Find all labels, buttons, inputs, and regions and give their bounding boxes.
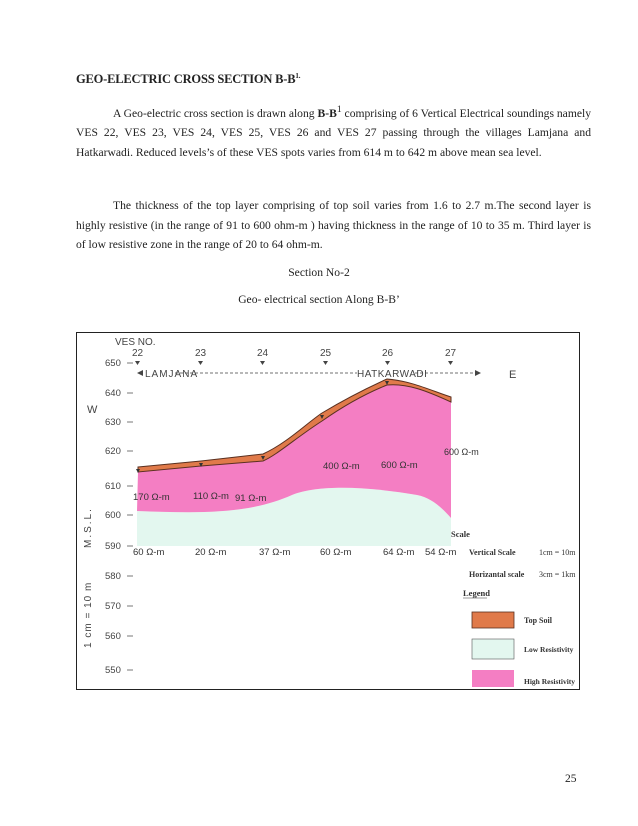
page-number: 25 <box>565 773 577 785</box>
ves-number-label: VES NO. <box>115 337 156 348</box>
west-label: W <box>87 404 98 416</box>
vertical-scale-value: 1cm = 10m <box>539 548 576 557</box>
geo-electric-section-figure <box>76 332 580 690</box>
low-res-value: 20 Ω-m <box>195 547 227 558</box>
y-tick: 570 <box>105 601 121 612</box>
high-res-value: 110 Ω-m <box>193 491 229 502</box>
legend-swatch-high-resistivity <box>472 670 514 687</box>
y-tick: 630 <box>105 417 121 428</box>
msl-axis-label: M.S.L. <box>83 507 94 548</box>
paragraph-2: The thickness of the top layer comprising of top soil varies from 1.6 to 2.7 m.The second layer is highly resistive (in the range of 91 to 600 ohm-m ) having thickness in the range of 10 to 35 m. Third layer is of low resistive zone in the range of 20 to 64 ohm-m. <box>76 199 591 251</box>
high-res-value: 600 Ω-m <box>444 447 479 457</box>
village-lamjana: LAMJANA <box>145 369 199 380</box>
legend-label-high-resistivity: High Resistivity <box>524 677 576 686</box>
ves-number: 26 <box>382 348 394 359</box>
high-res-value: 170 Ω-m <box>133 492 170 503</box>
horizontal-scale-label: Horizantal scale <box>469 570 525 579</box>
y-tick: 580 <box>105 571 121 582</box>
section-number-caption: Section No-2 <box>288 266 350 279</box>
y-tick: 640 <box>105 388 121 399</box>
scale-title: Scale <box>451 529 470 539</box>
vertical-scale-label: Vertical Scale <box>469 548 516 557</box>
horizontal-scale-value: 3cm = 1km <box>539 570 576 579</box>
y-tick: 560 <box>105 631 121 642</box>
low-res-value: 54 Ω-m <box>425 547 457 558</box>
high-res-value: 600 Ω-m <box>381 460 418 471</box>
ves-number: 27 <box>445 348 457 359</box>
high-res-value: 400 Ω-m <box>323 461 360 472</box>
y-tick: 600 <box>105 510 121 521</box>
low-res-value: 60 Ω-m <box>320 547 352 558</box>
section-title-caption: Geo- electrical section Along B-B’ <box>238 293 400 306</box>
y-tick: 620 <box>105 446 121 457</box>
vertical-scale-axis-label: 1 cm = 10 m <box>83 581 94 648</box>
legend-label-low-resistivity: Low Resistivity <box>524 645 574 654</box>
y-tick: 650 <box>105 358 121 369</box>
section-heading: GEO-ELECTRIC CROSS SECTION $B-B^{1.}$ <box>76 72 301 87</box>
y-tick: 590 <box>105 541 121 552</box>
high-res-value: 91 Ω-m <box>235 493 267 504</box>
low-res-value: 64 Ω-m <box>383 547 415 558</box>
y-tick: 550 <box>105 665 121 676</box>
ves-number: 22 <box>132 348 144 359</box>
legend-label-top-soil: Top Soil <box>524 616 552 625</box>
y-tick: 610 <box>105 481 121 492</box>
legend-swatch-low-resistivity <box>472 639 514 659</box>
east-label: E <box>509 369 517 381</box>
legend-title: Legend <box>463 588 490 598</box>
ves-number: 23 <box>195 348 207 359</box>
y-axis <box>105 358 121 676</box>
ves-number: 25 <box>320 348 332 359</box>
village-hatkarwadi: HATKARWADI <box>357 369 428 380</box>
paragraph-1: A Geo-electric cross section is drawn along $B-B^1$ comprising of 6 Vertical Electrical soundings namely VES 22, VES 23, VES 24, VES 25, VES 26 and VES 27 passing through the villages Lamjana and Hatkarwadi. Reduced levels’s of these VES spots varies from 614 m to 642 m above mean sea level. <box>76 104 591 159</box>
ves-number: 24 <box>257 348 269 359</box>
low-res-value: 37 Ω-m <box>259 547 291 558</box>
low-res-value: 60 Ω-m <box>133 547 165 558</box>
legend-swatch-top-soil <box>472 612 514 628</box>
cross-section-drawing <box>77 333 579 689</box>
